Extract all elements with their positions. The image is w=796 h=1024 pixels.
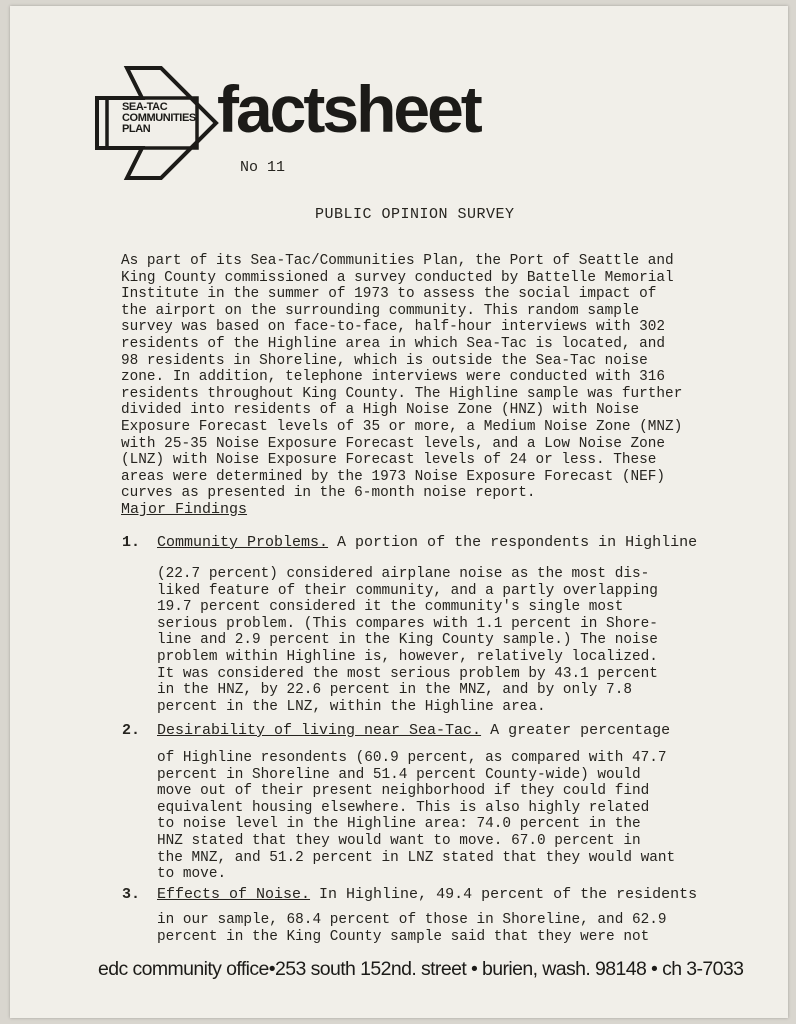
section-heading: Major Findings (121, 501, 248, 518)
finding-3-lead: In Highline, 49.4 percent of the residents (319, 886, 698, 903)
intro-paragraph: As part of its Sea-Tac/Communities Plan, the Port of Seattle and King County commissioned a survey conducted by Battelle Memorial Institute in the summer of 1973 to assess the social impact of the airport on the surrounding community. This random sample survey was based on face-to-face, half-hour interviews with 302 residents of the Highline area in which Sea-Tac is located, and 98 residents in Shoreline, which is outside the Sea-Tac noise zone. In addition, telephone interviews were conducted with 316 residents throughout King County. The Highline sample was further divided into residents of a High Noise Zone (HNZ) with Noise Exposure Forecast levels of 35 or more, a Medium Noise Zone (MNZ) with 25-35 Noise Exposure Forecast levels, and a Low Noise Zone (LNZ) with Noise Exposure Forecast levels of 24 or less. These areas were determined by the 1973 Noise Exposure Forecast (NEF) curves as presented in the 6-month noise report. (121, 253, 683, 502)
factsheet-wordmark: factsheet (217, 72, 480, 146)
footer-address: edc community office•253 south 152nd. street • burien, wash. 98148 • ch 3-7033 (98, 958, 744, 980)
logo-line-2: COMMUNITIES (122, 112, 196, 124)
finding-3-heading-line (157, 886, 697, 903)
finding-3-body: in our sample, 68.4 percent of those in Shoreline, and 62.9 percent in the King County sample said that they were not (157, 912, 667, 945)
finding-2-lead: A greater percentage (490, 722, 671, 739)
finding-3-heading: Effects of Noise. (157, 886, 311, 903)
finding-2-heading-line (157, 722, 670, 739)
arrow-chevron-icon (95, 64, 225, 184)
finding-2-body: of Highline resondents (60.9 percent, as compared with 47.7 percent in Shoreline and 51.4 percent County-wide) would move out of their present neighborhood if they could find equivalent housing elsewhere. This is also highly related to noise level in the Highline area: 74.0 percent in the HNZ stated that they would want to move. 67.0 percent in the MNZ, and 51.2 percent in LNZ stated that they would want to move. (157, 750, 676, 883)
finding-1-number: 1. (122, 534, 141, 551)
page-title: PUBLIC OPINION SURVEY (315, 206, 515, 223)
finding-3-number: 3. (122, 886, 141, 903)
sea-tac-logo (95, 64, 485, 184)
finding-2-number: 2. (122, 722, 141, 739)
logo-line-3: PLAN (122, 123, 151, 135)
finding-1-lead: A portion of the respondents in Highline (337, 534, 698, 551)
factsheet-number: No 11 (240, 159, 286, 176)
finding-2-heading: Desirability of living near Sea-Tac. (157, 722, 482, 739)
finding-1-body: (22.7 percent) considered airplane noise as the most dis- liked feature of their community, and a partly overlapping 19.7 percent considered it the community's single most serious problem. (This compares with 1.1 percent in Shore- line and 2.9 percent in the King County sample.) The noise problem within Highline is, however, relatively localized. It was considered the most serious problem by 43.1 percent in the HNZ, by 22.6 percent in the MNZ, and by only 7.8 percent in the LNZ, within the Highline area. (157, 566, 658, 715)
finding-1-heading: Community Problems. (157, 534, 329, 551)
finding-1-heading-line (157, 534, 697, 551)
fact-sheet-page (10, 6, 788, 1018)
logo-line-1: SEA-TAC (122, 101, 168, 113)
